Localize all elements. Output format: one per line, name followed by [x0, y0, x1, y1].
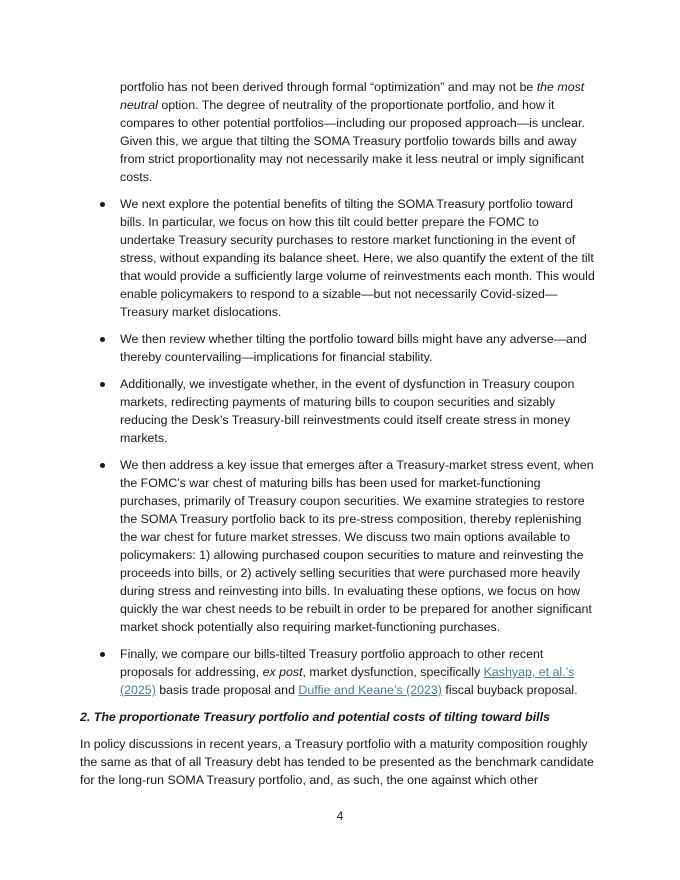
text-line — [0, 681, 680, 699]
text-segment: costs. — [120, 170, 153, 184]
bullet-icon — [100, 202, 105, 207]
text-line — [0, 114, 680, 132]
bullet-icon — [100, 382, 105, 387]
text-line — [0, 492, 680, 510]
text-line — [0, 546, 680, 564]
text-segment: fiscal buyback proposal. — [441, 683, 578, 697]
text-line — [0, 285, 680, 303]
bullet-item — [0, 330, 680, 366]
bullet-item — [0, 456, 680, 636]
text-segment: the war chest for future market stresses. We discuss two main options available to — [120, 530, 571, 544]
page-number: 4 — [336, 809, 344, 823]
bullet-icon — [100, 337, 105, 342]
text-line — [0, 708, 680, 726]
text-line — [0, 132, 680, 150]
text-segment: that would provide a sufficiently large volume of reinvestments each month. This would — [120, 269, 595, 283]
italic-text: the most — [536, 80, 585, 94]
text-line — [0, 735, 680, 753]
document-body — [0, 78, 680, 798]
text-segment: the SOMA Treasury portfolio back to its pre-stress composition, thereby replenishing — [120, 512, 582, 526]
text-segment: Finally, we compare our bills-tilted Treasury portfolio approach to other recent — [120, 647, 544, 661]
text-line — [0, 213, 680, 231]
text-line — [0, 249, 680, 267]
text-segment: during stress and reinvesting into bills. In evaluating these options, we focus on how — [120, 584, 581, 598]
text-segment: from strict proportionality may not necessarily make it less neutral or imply significant — [120, 152, 585, 166]
text-segment: markets, redirecting payments of maturing bills to coupon securities and sizably — [120, 395, 556, 409]
text-segment: purchases, primarily of Treasury coupon securities. We examine strategies to restore — [120, 494, 585, 508]
text-segment: portfolio has not been derived through formal “optimization” and may not be — [120, 80, 537, 94]
text-line — [0, 393, 680, 411]
text-segment: option. The degree of neutrality of the proportionate portfolio, and how it — [157, 98, 555, 112]
text-segment: 2. The proportionate Treasury portfolio and potential costs of tilting toward bills — [80, 710, 550, 724]
bullet-continuation — [0, 78, 680, 186]
text-segment: market shock potentially also requiring market-functioning purchases. — [120, 620, 501, 634]
text-segment: Treasury market dislocations. — [120, 305, 282, 319]
text-line — [0, 150, 680, 168]
italic-text: ex post — [262, 665, 303, 679]
text-line — [0, 600, 680, 618]
text-line — [0, 96, 680, 114]
text-line — [0, 78, 680, 96]
text-segment: quickly the war chest needs to be rebuilt in order to be prepared for another significant — [120, 602, 592, 616]
text-line — [0, 168, 680, 186]
text-segment: policymakers: 1) allowing purchased coupon securities to mature and reinvesting the — [120, 548, 584, 562]
text-segment: bills. In particular, we focus on how this tilt could better prepare the FOMC to — [120, 215, 539, 229]
text-line — [0, 618, 680, 636]
text-line — [0, 348, 680, 366]
text-line — [0, 411, 680, 429]
text-segment: stress, without expanding its balance sheet. Here, we also quantify the extent of the tilt — [120, 251, 594, 265]
text-segment: We then review whether tilting the portfolio toward bills might have any adverse—and — [120, 332, 587, 346]
bullet-item — [0, 195, 680, 321]
text-segment: compares to other potential portfolios—including our proposed approach—is unclear. — [120, 116, 585, 130]
text-line — [0, 303, 680, 321]
section-heading — [0, 708, 680, 726]
citation-link[interactable]: Kashyap, et al.’s — [483, 665, 575, 679]
bullet-item — [0, 645, 680, 699]
text-segment: In policy discussions in recent years, a Treasury portfolio with a maturity composition roughly — [80, 737, 588, 751]
bullet-item — [0, 375, 680, 447]
paragraph — [0, 735, 680, 789]
text-segment: We next explore the potential benefits of tilting the SOMA Treasury portfolio toward — [120, 197, 573, 211]
text-line — [0, 510, 680, 528]
text-line — [0, 474, 680, 492]
text-segment: markets. — [120, 431, 168, 445]
text-segment: Given this, we argue that tilting the SOMA Treasury portfolio towards bills and away — [120, 134, 577, 148]
text-segment: thereby countervailing—implications for financial stability. — [120, 350, 433, 364]
text-segment: the same as that of all Treasury debt has tended to be presented as the benchmark candidate — [80, 755, 594, 769]
citation-link[interactable]: (2025) — [120, 683, 156, 697]
text-segment: , market dysfunction, specifically — [302, 665, 484, 679]
text-line — [0, 663, 680, 681]
text-segment: Additionally, we investigate whether, in the event of dysfunction in Treasury coupon — [120, 377, 575, 391]
text-segment: basis trade proposal and — [155, 683, 299, 697]
text-line — [0, 429, 680, 447]
bullet-icon — [100, 463, 105, 468]
text-segment: We then address a key issue that emerges after a Treasury-market stress event, when — [120, 458, 594, 472]
text-line — [0, 753, 680, 771]
italic-text: neutral — [120, 98, 158, 112]
text-line — [0, 582, 680, 600]
text-line — [0, 771, 680, 789]
text-segment: enable policymakers to respond to a sizable—but not necessarily Covid-sized— — [120, 287, 558, 301]
text-segment: proceeds into bills, or 2) actively selling securities that were purchased more heavily — [120, 566, 581, 580]
text-segment: undertake Treasury security purchases to restore market functioning in the event of — [120, 233, 576, 247]
text-segment: proposals for addressing, — [120, 665, 263, 679]
text-line — [0, 231, 680, 249]
text-line — [0, 564, 680, 582]
text-line — [0, 528, 680, 546]
text-segment: reducing the Desk’s Treasury-bill reinvestments could itself create stress in money — [120, 413, 571, 427]
text-line — [0, 267, 680, 285]
citation-link[interactable]: Duffie and Keane’s (2023) — [298, 683, 442, 697]
text-segment: the FOMC’s war chest of maturing bills has been used for market-functioning — [120, 476, 541, 490]
text-segment: for the long-run SOMA Treasury portfolio, and, as such, the one against which other — [80, 773, 539, 787]
bullet-icon — [100, 652, 105, 657]
